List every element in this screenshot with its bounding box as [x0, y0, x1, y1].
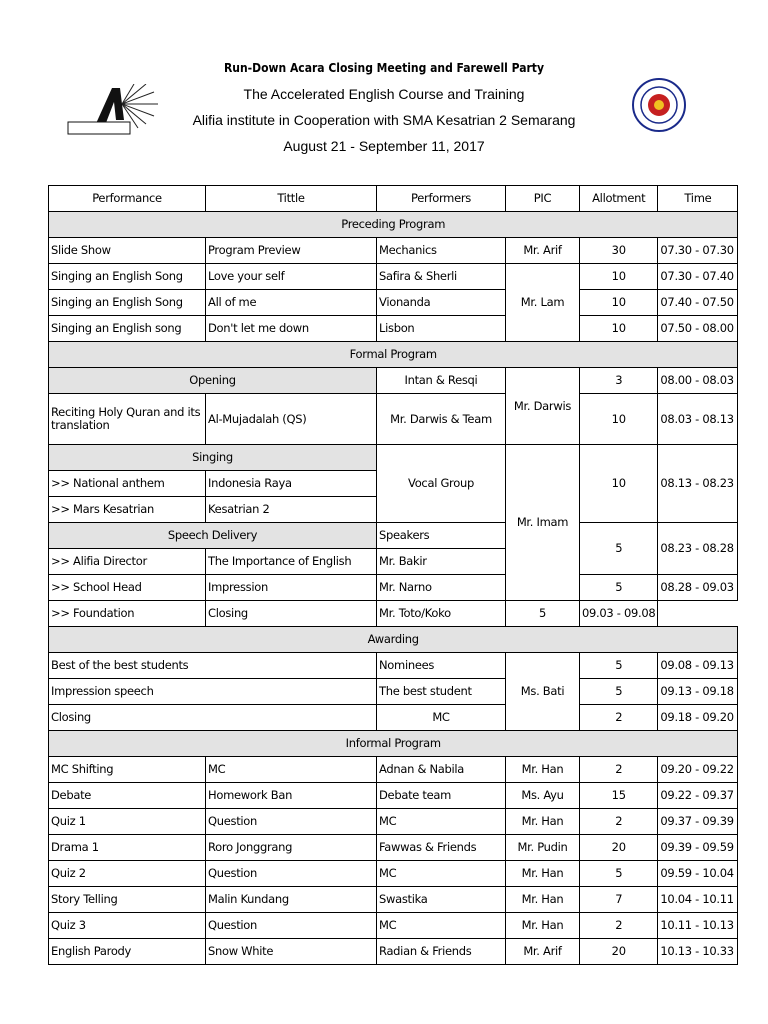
cell-time: 09.13 - 09.18: [658, 679, 738, 705]
cell-performers: Radian & Friends: [377, 939, 506, 965]
cell-title: The Importance of English: [206, 549, 377, 575]
cell-allotment: 2: [580, 757, 658, 783]
table-row: [49, 705, 738, 731]
cell-allotment: 20: [580, 835, 658, 861]
cell-time: 08.28 - 09.03: [658, 575, 738, 601]
cell-title: Snow White: [206, 939, 377, 965]
cell-allotment: 3: [580, 368, 658, 394]
cell-performance: Reciting Holy Quran and its translation: [49, 394, 206, 445]
cell-performance: >> Alifia Director: [49, 549, 206, 575]
table-row: [49, 523, 738, 549]
cell-time: 07.30 - 07.40: [658, 264, 738, 290]
table-row: [49, 783, 738, 809]
cell-time: 10.04 - 10.11: [658, 887, 738, 913]
cell-time: 08.00 - 08.03: [658, 368, 738, 394]
cell-allotment: 2: [580, 913, 658, 939]
cell-time: 09.03 - 09.08: [580, 601, 658, 627]
cell-performance: Impression speech: [49, 679, 377, 705]
cell-performance: Quiz 1: [49, 809, 206, 835]
col-allotment: Allotment: [580, 186, 658, 212]
cell-title: Malin Kundang: [206, 887, 377, 913]
cell-performance: Quiz 2: [49, 861, 206, 887]
table-row: [49, 835, 738, 861]
cell-title: Impression: [206, 575, 377, 601]
rundown-table: [48, 185, 738, 965]
cell-performance: Slide Show: [49, 238, 206, 264]
cell-performers: The best student: [377, 679, 506, 705]
cell-allotment: 10: [580, 316, 658, 342]
table-row: [49, 290, 738, 316]
table-row: [49, 809, 738, 835]
table-row: [49, 601, 738, 627]
subsection-opening: Opening: [49, 368, 377, 394]
cell-pic: Ms. Ayu: [506, 783, 580, 809]
cell-title: Roro Jonggrang: [206, 835, 377, 861]
section-formal: Formal Program: [49, 342, 738, 368]
cell-allotment: 5: [580, 679, 658, 705]
cell-performance: >> National anthem: [49, 471, 206, 497]
table-row: [49, 887, 738, 913]
cell-pic: Mr. Han: [506, 887, 580, 913]
cell-time: 09.22 - 09.37: [658, 783, 738, 809]
cell-performance: Quiz 3: [49, 913, 206, 939]
cell-performers: Nominees: [377, 653, 506, 679]
cell-title: Question: [206, 809, 377, 835]
cell-performance: Singing an English song: [49, 316, 206, 342]
cell-time: 09.08 - 09.13: [658, 653, 738, 679]
cell-performers: Vionanda: [377, 290, 506, 316]
cell-pic: Mr. Han: [506, 913, 580, 939]
table-row: [49, 445, 738, 471]
cell-time: 07.40 - 07.50: [658, 290, 738, 316]
cell-performers: Debate team: [377, 783, 506, 809]
cell-pic: Mr. Han: [506, 757, 580, 783]
cell-performers: Fawwas & Friends: [377, 835, 506, 861]
table-header-row: [49, 186, 738, 212]
cell-title: Indonesia Raya: [206, 471, 377, 497]
cell-allotment: 20: [580, 939, 658, 965]
cell-time: 09.37 - 09.39: [658, 809, 738, 835]
date-range: August 21 - September 11, 2017: [283, 138, 485, 154]
table-row: [49, 939, 738, 965]
cell-time: 08.23 - 08.28: [658, 523, 738, 575]
cell-performers: Speakers: [377, 523, 506, 549]
cell-pic: Mr. Arif: [506, 939, 580, 965]
cell-performance: Singing an English Song: [49, 264, 206, 290]
institution-line: Alifia institute in Cooperation with SMA Kesatrian 2 Semarang: [192, 112, 576, 128]
cell-pic: Mr. Arif: [506, 238, 580, 264]
table-row: [49, 264, 738, 290]
cell-time: 10.11 - 10.13: [658, 913, 738, 939]
section-awarding: Awarding: [49, 627, 738, 653]
cell-title: Love your self: [206, 264, 377, 290]
cell-performers: Swastika: [377, 887, 506, 913]
cell-pic: Mr. Lam: [506, 264, 580, 342]
cell-time: 08.13 - 08.23: [658, 445, 738, 523]
col-performance: Performance: [49, 186, 206, 212]
col-title: Tittle: [206, 186, 377, 212]
cell-performers: Vocal Group: [377, 445, 506, 523]
cell-performance: Debate: [49, 783, 206, 809]
cell-performers: Mechanics: [377, 238, 506, 264]
cell-performers: Safira & Sherli: [377, 264, 506, 290]
cell-time: 09.20 - 09.22: [658, 757, 738, 783]
table-row: [49, 757, 738, 783]
cell-time: 09.18 - 09.20: [658, 705, 738, 731]
col-performers: Performers: [377, 186, 506, 212]
document-title: Run-Down Acara Closing Meeting and Farewell Party: [223, 61, 545, 75]
cell-performers: Mr. Darwis & Team: [377, 394, 506, 445]
cell-title: Don't let me down: [206, 316, 377, 342]
cell-performance: Drama 1: [49, 835, 206, 861]
cell-title: Question: [206, 861, 377, 887]
cell-time: 08.03 - 08.13: [658, 394, 738, 445]
cell-time: 09.39 - 09.59: [658, 835, 738, 861]
table-row: [49, 316, 738, 342]
cell-allotment: 2: [580, 705, 658, 731]
cell-performers: MC: [377, 861, 506, 887]
cell-pic: Mr. Han: [506, 861, 580, 887]
table-row: [49, 368, 738, 394]
cell-allotment: 30: [580, 238, 658, 264]
cell-performers: Lisbon: [377, 316, 506, 342]
cell-performance: Story Telling: [49, 887, 206, 913]
cell-allotment: 5: [580, 523, 658, 575]
cell-pic: Ms. Bati: [506, 653, 580, 731]
cell-performers: Mr. Narno: [377, 575, 506, 601]
cell-title: Homework Ban: [206, 783, 377, 809]
col-time: Time: [658, 186, 738, 212]
subsection-singing: Singing: [49, 445, 377, 471]
cell-performers: Intan & Resqi: [377, 368, 506, 394]
cell-performers: Mr. Bakir: [377, 549, 506, 575]
cell-performance: >> School Head: [49, 575, 206, 601]
cell-title: All of me: [206, 290, 377, 316]
cell-pic: Mr. Pudin: [506, 835, 580, 861]
cell-allotment: 2: [580, 809, 658, 835]
col-pic: PIC: [506, 186, 580, 212]
cell-performance: >> Mars Kesatrian: [49, 497, 206, 523]
cell-performance: English Parody: [49, 939, 206, 965]
table-row: [49, 653, 738, 679]
cell-time: 09.59 - 10.04: [658, 861, 738, 887]
table-row: [49, 394, 738, 445]
cell-performance: >> Foundation: [49, 601, 206, 627]
cell-allotment: 5: [506, 601, 580, 627]
cell-allotment: 10: [580, 290, 658, 316]
table-row: [49, 913, 738, 939]
cell-pic: Mr. Han: [506, 809, 580, 835]
cell-time: 10.13 - 10.33: [658, 939, 738, 965]
cell-performers: Mr. Toto/Koko: [377, 601, 506, 627]
cell-allotment: 7: [580, 887, 658, 913]
cell-title: Al-Mujadalah (QS): [206, 394, 377, 445]
cell-time: 07.30 - 07.30: [658, 238, 738, 264]
cell-performers: MC: [377, 705, 506, 731]
section-informal: Informal Program: [49, 731, 738, 757]
table-row: [49, 575, 738, 601]
course-name: The Accelerated English Course and Training: [243, 86, 525, 102]
cell-allotment: 15: [580, 783, 658, 809]
cell-title: Program Preview: [206, 238, 377, 264]
table-row: [49, 679, 738, 705]
cell-title: Closing: [206, 601, 377, 627]
cell-allotment: 5: [580, 653, 658, 679]
cell-title: Question: [206, 913, 377, 939]
cell-pic: Mr. Imam: [506, 445, 580, 601]
document-header: [0, 0, 768, 170]
sma-kesatrian-seal: [631, 77, 687, 133]
subsection-speech: Speech Delivery: [49, 523, 377, 549]
cell-allotment: 10: [580, 394, 658, 445]
cell-performers: Adnan & Nabila: [377, 757, 506, 783]
table-row: [49, 861, 738, 887]
cell-performers: MC: [377, 809, 506, 835]
section-preceding: Preceding Program: [49, 212, 738, 238]
cell-performance: MC Shifting: [49, 757, 206, 783]
cell-allotment: 5: [580, 861, 658, 887]
cell-title: Kesatrian 2: [206, 497, 377, 523]
cell-performers: MC: [377, 913, 506, 939]
cell-performance: Best of the best students: [49, 653, 377, 679]
cell-allotment: 5: [580, 575, 658, 601]
cell-allotment: 10: [580, 445, 658, 523]
cell-time: 07.50 - 08.00: [658, 316, 738, 342]
cell-performance: Closing: [49, 705, 377, 731]
table-row: [49, 238, 738, 264]
cell-pic: Mr. Darwis: [506, 368, 580, 445]
cell-allotment: 10: [580, 264, 658, 290]
cell-performance: Singing an English Song: [49, 290, 206, 316]
cell-title: MC: [206, 757, 377, 783]
